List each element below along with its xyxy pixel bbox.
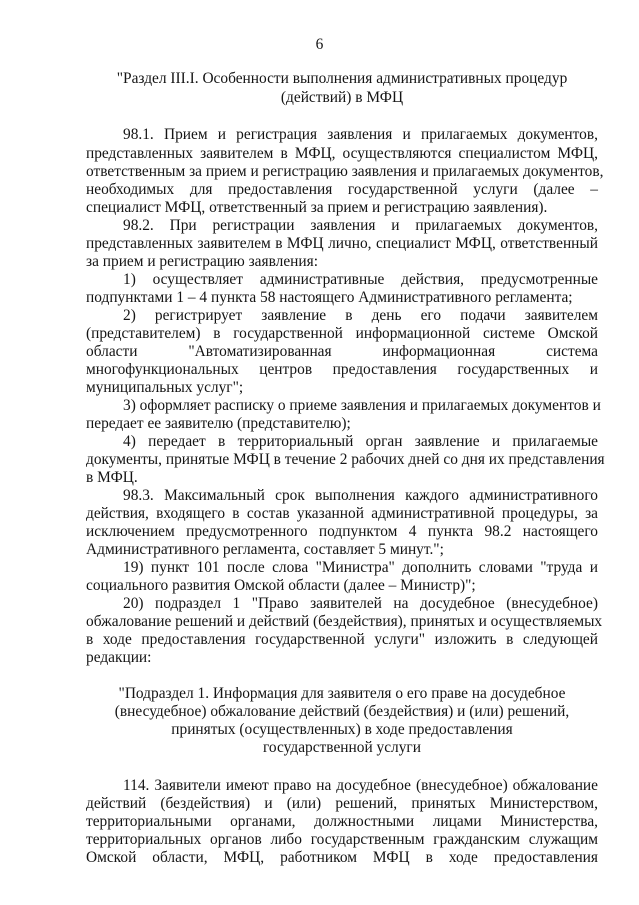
section-heading-line: (действий) в МФЦ <box>280 89 404 106</box>
page-number: 6 <box>315 36 324 53</box>
paragraph-line: в МФЦ. <box>86 469 138 486</box>
paragraph-line: многофункциональных центров предоставления государственных и <box>86 361 598 378</box>
paragraph-line: 1) осуществляет административные действия, предусмотренные <box>123 271 598 288</box>
paragraph-line: социального развития Омской области (далее – Министр)"; <box>86 577 476 594</box>
paragraph-line: 114. Заявители имеют право на досудебное (внесудебное) обжалование <box>123 777 598 794</box>
paragraph-line: 4) передает в территориальный орган заявление и прилагаемые <box>123 433 598 450</box>
paragraph-line: документы, принятые МФЦ в течение 2 рабочих дней со дня их представления <box>86 451 605 468</box>
paragraph-line: (представителем) в государственной информационной системе Омской <box>86 325 598 342</box>
paragraph-line: подпунктами 1 – 4 пункта 58 настоящего Административного регламента; <box>86 289 573 306</box>
paragraph-line: муниципальных услуг"; <box>86 379 244 396</box>
paragraph-line: 19) пункт 101 после слова "Министра" дополнить словами "труда и <box>123 559 598 576</box>
paragraph-line: за прием и регистрацию заявления: <box>86 253 318 270</box>
paragraph-line: ответственным за прием и регистрацию заявления и прилагаемых документов, <box>86 163 604 180</box>
paragraph-line: 98.3. Максимальный срок выполнения каждого административного <box>123 487 598 504</box>
paragraph-line: территориальных органов либо государственным гражданским служащим <box>86 831 598 848</box>
paragraph-line: Административного регламента, составляет 5 минут."; <box>86 541 444 558</box>
paragraph-line: 2) регистрирует заявление в день его подачи заявителем <box>123 307 598 324</box>
paragraph-line: в ходе предоставления государственной услуги" изложить в следующей <box>86 631 598 648</box>
paragraph-line: исключением предусмотренного подпунктом 4 пункта 98.2 настоящего <box>86 523 598 540</box>
paragraph-line: Омской области, МФЦ, работником МФЦ в ходе предоставления <box>86 849 598 866</box>
paragraph-line: необходимых для предоставления государственной услуги (далее – <box>86 181 598 198</box>
paragraph-line: действия, входящего в состав указанной административной процедуры, за <box>86 505 598 522</box>
paragraph-line: области "Автоматизированная информационная система <box>86 343 598 360</box>
paragraph-line: территориальными органами, должностными лицами Министерства, <box>86 813 598 830</box>
paragraph-line: обжалование решений и действий (бездействия), принятых и осуществляемых <box>86 613 603 630</box>
subsection-heading-line: "Подраздел 1. Информация для заявителя о его праве на досудебное <box>118 685 566 702</box>
paragraph-line: представленных заявителем в МФЦ, осуществляются специалистом МФЦ, <box>86 145 598 162</box>
subsection-heading-line: государственной услуги <box>263 739 421 756</box>
paragraph-line: редакции: <box>86 649 152 666</box>
paragraph-line: 98.1. Прием и регистрация заявления и прилагаемых документов, <box>123 126 598 143</box>
paragraph-line: 98.2. При регистрации заявления и прилагаемых документов, <box>123 217 598 234</box>
subsection-heading-line: принятых (осуществленных) в ходе предоставления <box>171 721 513 738</box>
subsection-heading-line: (внесудебное) обжалование действий (бездействия) и (или) решений, <box>114 703 570 720</box>
paragraph-line: передает ее заявителю (представителю); <box>86 415 351 432</box>
section-heading-line: "Раздел III.I. Особенности выполнения административных процедур <box>116 70 568 87</box>
paragraph-line: действий (бездействия) и (или) решений, принятых Министерством, <box>86 795 598 812</box>
paragraph-line: 3) оформляет расписку о приеме заявления и прилагаемых документов и <box>123 397 601 414</box>
paragraph-line: 20) подраздел 1 "Право заявителей на досудебное (внесудебное) <box>123 595 598 612</box>
paragraph-line: специалист МФЦ, ответственный за прием и регистрацию заявления). <box>86 199 548 216</box>
paragraph-line: представленных заявителем в МФЦ лично, специалист МФЦ, ответственный <box>86 235 598 252</box>
